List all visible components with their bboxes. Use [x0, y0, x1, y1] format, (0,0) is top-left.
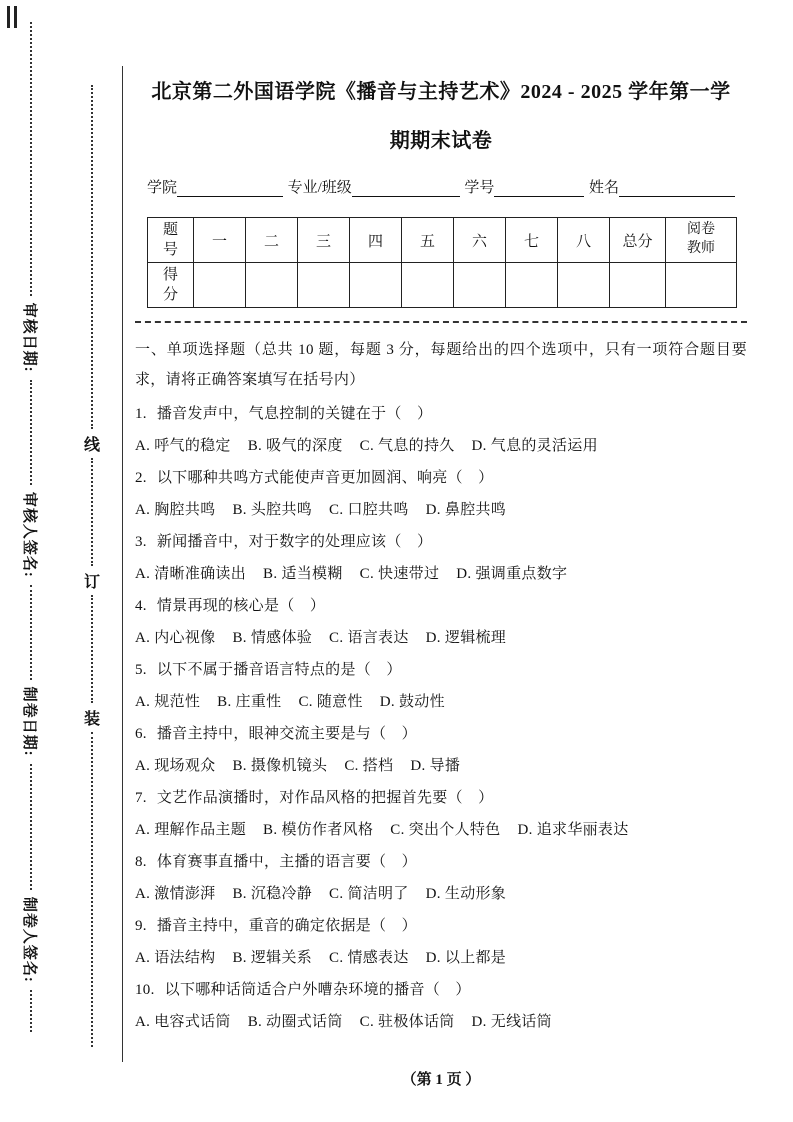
- question-item: [135, 718, 747, 782]
- option-c: C. 语言表达: [329, 630, 409, 646]
- question-stem: [135, 398, 747, 430]
- student-info-row: [135, 176, 747, 197]
- question-item: [135, 590, 747, 654]
- binding-dotted-segment: [91, 458, 93, 566]
- option-a: A. 呼气的稳定: [135, 438, 231, 454]
- question-number: 8.: [135, 854, 147, 870]
- question-options: [135, 750, 747, 782]
- dotted-leader: [30, 585, 32, 680]
- option-d: D. 鼓动性: [379, 694, 445, 710]
- score-cell: [350, 263, 402, 308]
- column-header-cell: [298, 218, 350, 263]
- option-b: B. 吸气的深度: [247, 438, 343, 454]
- score-cell: [194, 263, 246, 308]
- total-score-cell: [610, 263, 666, 308]
- score-row-header: 得分: [162, 266, 178, 303]
- option-a: A. 理解作品主题: [135, 822, 247, 838]
- total-score-header-cell: [610, 218, 666, 263]
- question-number: 6.: [135, 726, 147, 742]
- question-item: [135, 910, 747, 974]
- student-id-blank-line[interactable]: [494, 177, 584, 197]
- option-a: A. 规范性: [135, 694, 201, 710]
- option-a: A. 电容式话筒: [135, 1014, 231, 1030]
- option-c: C. 气息的持久: [359, 438, 455, 454]
- option-d: D. 气息的灵活运用: [471, 438, 598, 454]
- column-header-cell: [194, 218, 246, 263]
- question-text: 文艺作品演播时，对作品风格的把握首先要（ ）: [156, 790, 494, 806]
- grader-header-cell: [666, 218, 737, 263]
- question-item: [135, 398, 747, 462]
- option-c: C. 突出个人特色: [390, 822, 501, 838]
- name-label: 姓名: [588, 180, 619, 196]
- binding-line: [81, 85, 103, 1047]
- college-field: [147, 176, 283, 197]
- exam-title: [135, 68, 747, 166]
- column-header: 三: [315, 233, 331, 250]
- question-text: 播音发声中，气息控制的关键在于（ ）: [156, 406, 433, 422]
- binding-dotted-segment: [91, 732, 93, 1047]
- question-item: [135, 846, 747, 910]
- question-item: [135, 654, 747, 718]
- question-text: 以下不属于播音语言特点的是（ ）: [156, 662, 402, 678]
- question-number: 2.: [135, 470, 147, 486]
- question-list: [135, 398, 747, 1038]
- dotted-leader: [30, 990, 32, 1032]
- option-c: C. 简洁明了: [329, 886, 409, 902]
- score-cell: [246, 263, 298, 308]
- exam-content: [135, 68, 747, 1038]
- question-item: [135, 782, 747, 846]
- column-header-cell: [454, 218, 506, 263]
- score-table-score-row: [148, 263, 737, 308]
- question-number: 3.: [135, 534, 147, 550]
- question-stem: [135, 462, 747, 494]
- major-class-blank-line[interactable]: [352, 177, 460, 197]
- question-stem: [135, 590, 747, 622]
- question-number-header-cell: [148, 218, 194, 263]
- question-options: [135, 942, 747, 974]
- name-blank-line[interactable]: [619, 177, 735, 197]
- college-label: 学院: [147, 180, 178, 196]
- column-header: 四: [367, 233, 383, 250]
- score-table-header-row: [148, 218, 737, 263]
- column-header-cell: [506, 218, 558, 263]
- option-d: D. 导播: [410, 758, 461, 774]
- dotted-leader: [30, 764, 32, 890]
- column-header: 六: [471, 233, 487, 250]
- option-c: C. 快速带过: [359, 566, 440, 582]
- question-stem: [135, 654, 747, 686]
- option-d: D. 逻辑梳理: [425, 630, 507, 646]
- option-c: C. 口腔共鸣: [329, 502, 409, 518]
- question-text: 播音主持中，重音的确定依据是（ ）: [156, 918, 417, 934]
- question-options: [135, 686, 747, 718]
- page-number: （第 1 页 ）: [401, 1072, 481, 1088]
- binding-dotted-segment: [91, 595, 93, 703]
- exam-title-line2: 期期末试卷: [389, 130, 493, 152]
- question-stem: [135, 718, 747, 750]
- question-number-header: 题号: [162, 221, 178, 258]
- column-header: 八: [575, 233, 591, 250]
- question-text: 以下哪种话筒适合户外嘈杂环境的播音（ ）: [164, 982, 471, 998]
- question-number: 7.: [135, 790, 147, 806]
- major-class-field: [288, 176, 460, 197]
- option-a: A. 激情澎湃: [135, 886, 216, 902]
- score-cell: [454, 263, 506, 308]
- column-header: 一: [211, 233, 227, 250]
- seal-signature-strip: [14, 22, 48, 1032]
- student-id-label: 学号: [464, 180, 495, 196]
- dotted-leader: [30, 380, 32, 485]
- total-score-header: 总分: [622, 233, 653, 250]
- option-a: A. 清晰准确读出: [135, 566, 247, 582]
- option-d: D. 追求华丽表达: [517, 822, 629, 838]
- question-stem: [135, 846, 747, 878]
- question-number: 4.: [135, 598, 147, 614]
- seal-label-papermaker-signature: 制卷人签名:: [21, 896, 38, 983]
- question-item: [135, 526, 747, 590]
- question-options: [135, 622, 747, 654]
- student-id-field: [464, 176, 584, 197]
- question-options: [135, 878, 747, 910]
- binding-char-ding: 订: [83, 574, 100, 592]
- question-stem: [135, 910, 747, 942]
- option-b: B. 庄重性: [217, 694, 282, 710]
- major-class-label: 专业/班级: [287, 180, 352, 196]
- college-blank-line[interactable]: [177, 177, 283, 197]
- column-header-cell: [350, 218, 402, 263]
- question-text: 情景再现的核心是（ ）: [156, 598, 326, 614]
- score-cell: [298, 263, 350, 308]
- question-stem: [135, 974, 747, 1006]
- question-number: 10.: [135, 982, 155, 998]
- question-stem: [135, 782, 747, 814]
- column-header-cell: [402, 218, 454, 263]
- option-a: A. 现场观众: [135, 758, 216, 774]
- option-b: B. 情感体验: [232, 630, 313, 646]
- option-b: B. 沉稳冷静: [232, 886, 313, 902]
- question-item: [135, 462, 747, 526]
- column-header: 二: [263, 233, 279, 250]
- question-options: [135, 1006, 747, 1038]
- score-cell: [402, 263, 454, 308]
- score-table: [147, 217, 737, 308]
- column-header: 五: [419, 233, 435, 250]
- option-d: D. 以上都是: [425, 950, 507, 966]
- option-b: B. 动圈式话筒: [247, 1014, 343, 1030]
- option-d: D. 鼻腔共鸣: [425, 502, 507, 518]
- dashed-separator: [135, 321, 747, 323]
- question-number: 5.: [135, 662, 147, 678]
- question-number: 1.: [135, 406, 147, 422]
- option-b: B. 适当模糊: [263, 566, 343, 582]
- seal-label-papermaking-date: 制卷日期:: [21, 686, 38, 757]
- question-options: [135, 494, 747, 526]
- question-options: [135, 430, 747, 462]
- option-c: C. 驻极体话筒: [359, 1014, 455, 1030]
- score-cell: [558, 263, 610, 308]
- score-row-header-cell: [148, 263, 194, 308]
- question-text: 播音主持中，眼神交流主要是与（ ）: [156, 726, 417, 742]
- option-c: C. 搭档: [344, 758, 394, 774]
- corner-bar: [7, 6, 10, 28]
- grader-header: 阅卷教师: [687, 222, 715, 256]
- option-c: C. 随意性: [298, 694, 363, 710]
- question-text: 体育赛事直播中，主播的语言要（ ）: [156, 854, 417, 870]
- option-b: B. 逻辑关系: [232, 950, 313, 966]
- option-a: A. 胸腔共鸣: [135, 502, 216, 518]
- option-d: D. 强调重点数字: [456, 566, 568, 582]
- seal-label-reviewer-signature: 审核人签名:: [21, 491, 38, 578]
- option-c: C. 情感表达: [329, 950, 409, 966]
- seal-label-review-date: 审核日期:: [21, 302, 38, 373]
- column-header: 七: [523, 233, 539, 250]
- question-item: [135, 974, 747, 1038]
- question-stem: [135, 526, 747, 558]
- option-d: D. 生动形象: [425, 886, 507, 902]
- dotted-leader: [30, 22, 32, 296]
- question-text: 以下哪种共鸣方式能使声音更加圆润、响亮（ ）: [156, 470, 494, 486]
- option-b: B. 模仿作者风格: [263, 822, 374, 838]
- grader-cell: [666, 263, 737, 308]
- seal-area-divider-line: [122, 66, 123, 1062]
- option-b: B. 摄像机镜头: [232, 758, 328, 774]
- option-d: D. 无线话筒: [471, 1014, 552, 1030]
- score-cell: [506, 263, 558, 308]
- option-b: B. 头腔共鸣: [232, 502, 313, 518]
- question-number: 9.: [135, 918, 147, 934]
- binding-char-xian: 线: [83, 437, 100, 455]
- binding-char-zhuang: 装: [83, 711, 100, 729]
- question-text: 新闻播音中，对于数字的处理应该（ ）: [156, 534, 433, 550]
- question-options: [135, 558, 747, 590]
- question-options: [135, 814, 747, 846]
- exam-title-line1: 北京第二外国语学院《播音与主持艺术》2024 - 2025 学年第一学: [151, 81, 731, 103]
- column-header-cell: [246, 218, 298, 263]
- option-a: A. 语法结构: [135, 950, 216, 966]
- column-header-cell: [558, 218, 610, 263]
- binding-dotted-segment: [91, 85, 93, 429]
- name-field: [589, 176, 735, 197]
- section-one-heading: 一、单项选择题（总共 10 题，每题 3 分，每题给出的四个选项中，只有一项符合题目要求，请将正确答案填写在括号内）: [135, 342, 747, 388]
- option-a: A. 内心视像: [135, 630, 216, 646]
